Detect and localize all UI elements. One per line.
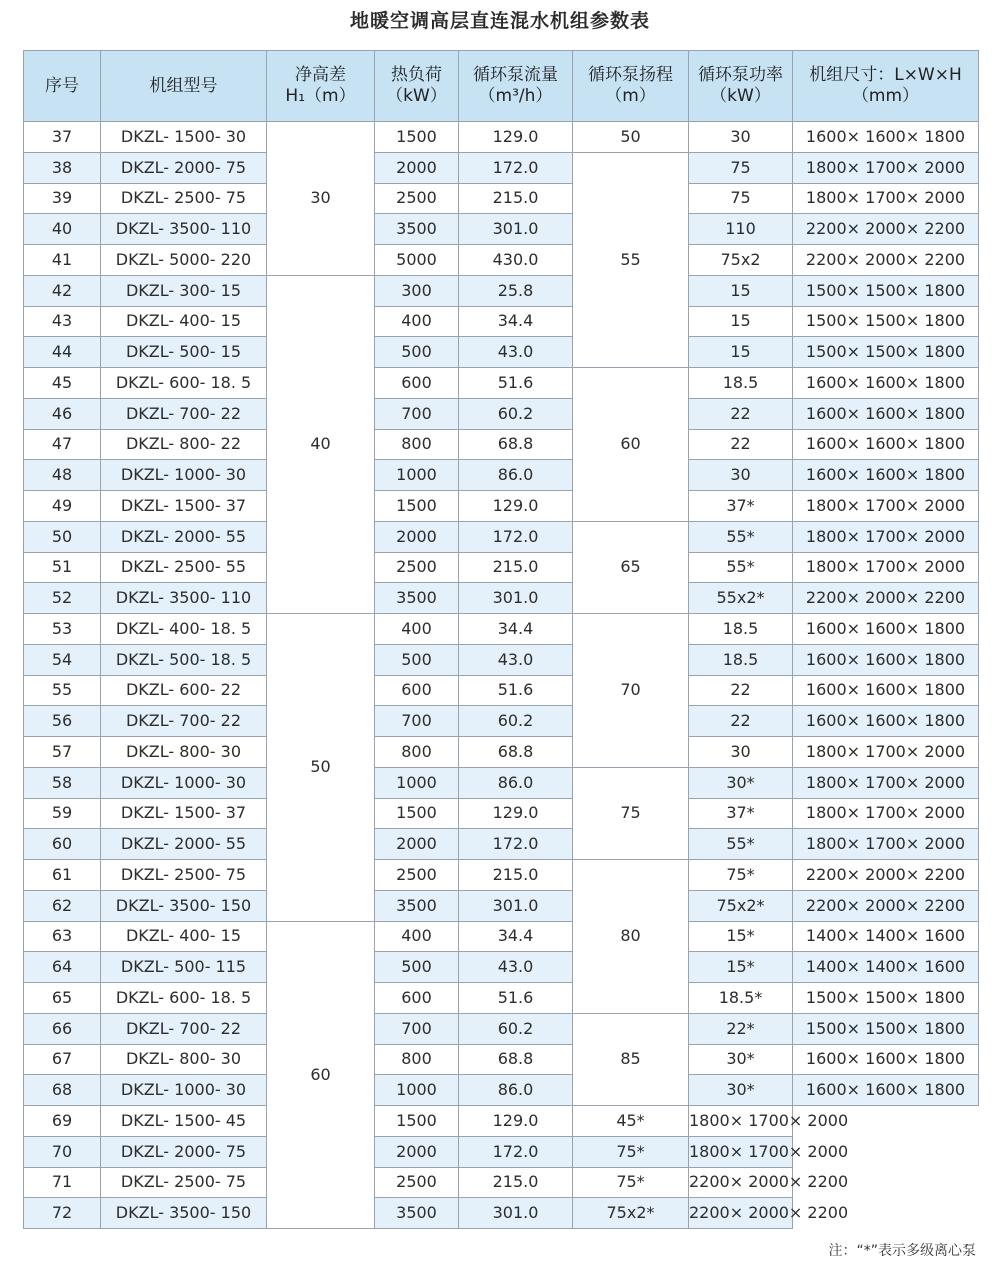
cell-load: 1000 [375,767,459,798]
cell-load: 2500 [375,860,459,891]
cell-load: 2500 [375,552,459,583]
cell-no: 72 [24,1198,101,1229]
cell-power: 55* [689,829,793,860]
cell-load: 2000 [375,521,459,552]
header-height: 净高差 H₁（m） [267,51,375,122]
cell-model: DKZL- 400- 18. 5 [101,614,267,645]
cell-size: 1500× 1500× 1800 [793,983,979,1014]
cell-load: 400 [375,306,459,337]
cell-size: 1400× 1400× 1600 [793,921,979,952]
cell-load: 2500 [375,1167,459,1198]
cell-size: 2200× 2000× 2200 [793,214,979,245]
cell-flow: 34.4 [459,306,573,337]
cell-size: 1800× 1700× 2000 [793,798,979,829]
cell-flow: 215.0 [459,860,573,891]
cell-no: 48 [24,460,101,491]
cell-size: 2200× 2000× 2200 [793,245,979,276]
cell-power: 75 [689,152,793,183]
cell-model: DKZL- 2000- 55 [101,829,267,860]
cell-head: 85 [573,1013,689,1105]
cell-flow: 215.0 [459,1167,573,1198]
cell-load: 600 [375,983,459,1014]
cell-load: 800 [375,429,459,460]
cell-power: 75* [689,860,793,891]
cell-size: 1800× 1700× 2000 [793,491,979,522]
cell-power: 37* [689,798,793,829]
cell-no: 44 [24,337,101,368]
cell-power: 30* [689,1044,793,1075]
cell-power: 18.5 [689,368,793,399]
cell-size: 1800× 1700× 2000 [793,737,979,768]
table-row [24,860,979,891]
table-row [24,306,979,337]
cell-load: 3500 [375,1198,459,1229]
cell-power: 55x2* [689,583,793,614]
cell-no: 52 [24,583,101,614]
cell-load: 3500 [375,583,459,614]
cell-no: 55 [24,675,101,706]
cell-height: 30 [267,122,375,276]
table-row [24,1167,979,1198]
cell-no: 38 [24,152,101,183]
cell-model: DKZL- 3500- 150 [101,890,267,921]
cell-flow: 60.2 [459,706,573,737]
cell-no: 68 [24,1075,101,1106]
cell-flow: 43.0 [459,952,573,983]
cell-model: DKZL- 3500- 150 [101,1198,267,1229]
cell-power: 75* [573,1136,689,1167]
cell-model: DKZL- 3500- 110 [101,583,267,614]
table-row [24,460,979,491]
header-size: 机组尺寸：L×W×H （mm） [793,51,979,122]
cell-size: 2200× 2000× 2200 [689,1167,793,1198]
cell-size: 2200× 2000× 2200 [689,1198,793,1229]
cell-flow: 129.0 [459,491,573,522]
cell-size: 1800× 1700× 2000 [793,552,979,583]
cell-power: 15 [689,275,793,306]
cell-load: 1500 [375,798,459,829]
table-row [24,798,979,829]
cell-size: 1600× 1600× 1800 [793,122,979,153]
table-row [24,829,979,860]
table-row [24,614,979,645]
cell-no: 61 [24,860,101,891]
table-row [24,921,979,952]
cell-size: 1500× 1500× 1800 [793,1013,979,1044]
table-row [24,767,979,798]
table-row [24,398,979,429]
cell-no: 59 [24,798,101,829]
cell-no: 42 [24,275,101,306]
table-row [24,552,979,583]
cell-no: 66 [24,1013,101,1044]
cell-load: 1000 [375,1075,459,1106]
cell-flow: 215.0 [459,552,573,583]
cell-no: 54 [24,644,101,675]
cell-model: DKZL- 1500- 45 [101,1106,267,1137]
cell-no: 57 [24,737,101,768]
cell-model: DKZL- 500- 15 [101,337,267,368]
header-power: 循环泵功率 （kW） [689,51,793,122]
cell-load: 2000 [375,152,459,183]
cell-model: DKZL- 1500- 37 [101,798,267,829]
cell-load: 400 [375,921,459,952]
cell-size: 2200× 2000× 2200 [793,890,979,921]
cell-flow: 51.6 [459,983,573,1014]
cell-load: 5000 [375,245,459,276]
cell-power: 55* [689,521,793,552]
cell-power: 75* [573,1167,689,1198]
cell-flow: 430.0 [459,245,573,276]
cell-power: 22 [689,675,793,706]
cell-flow: 301.0 [459,890,573,921]
table-row [24,368,979,399]
cell-head: 75 [573,767,689,859]
cell-model: DKZL- 700- 22 [101,1013,267,1044]
cell-power: 15* [689,921,793,952]
cell-flow: 172.0 [459,829,573,860]
cell-power: 55* [689,552,793,583]
cell-model: DKZL- 800- 30 [101,737,267,768]
cell-flow: 43.0 [459,644,573,675]
cell-model: DKZL- 2500- 75 [101,860,267,891]
table-row [24,122,979,153]
cell-size: 1600× 1600× 1800 [793,614,979,645]
cell-size: 1600× 1600× 1800 [793,429,979,460]
cell-model: DKZL- 600- 18. 5 [101,368,267,399]
cell-model: DKZL- 1500- 30 [101,122,267,153]
table-row [24,952,979,983]
cell-no: 64 [24,952,101,983]
cell-power: 30* [689,1075,793,1106]
cell-flow: 60.2 [459,1013,573,1044]
cell-power: 75 [689,183,793,214]
table-row [24,491,979,522]
cell-load: 700 [375,706,459,737]
cell-power: 15* [689,952,793,983]
cell-flow: 60.2 [459,398,573,429]
cell-no: 41 [24,245,101,276]
cell-model: DKZL- 2500- 75 [101,183,267,214]
cell-flow: 25.8 [459,275,573,306]
table-row [24,1198,979,1229]
cell-power: 22 [689,429,793,460]
header-load: 热负荷 （kW） [375,51,459,122]
cell-load: 1500 [375,122,459,153]
cell-power: 75x2 [689,245,793,276]
cell-no: 51 [24,552,101,583]
cell-flow: 86.0 [459,460,573,491]
cell-size: 1800× 1700× 2000 [689,1136,793,1167]
table-row [24,1013,979,1044]
cell-no: 50 [24,521,101,552]
cell-model: DKZL- 400- 15 [101,306,267,337]
cell-power: 18.5 [689,644,793,675]
cell-power: 45* [573,1106,689,1137]
page-title: 地暖空调高层直连混水机组参数表 [349,10,650,32]
table-row [24,183,979,214]
cell-head: 65 [573,521,689,613]
cell-height: 40 [267,275,375,613]
cell-flow: 43.0 [459,337,573,368]
cell-no: 39 [24,183,101,214]
cell-size: 1500× 1500× 1800 [793,275,979,306]
table-row [24,521,979,552]
cell-power: 18.5* [689,983,793,1014]
table-row [24,429,979,460]
cell-model: DKZL- 2000- 75 [101,152,267,183]
cell-no: 37 [24,122,101,153]
cell-no: 46 [24,398,101,429]
cell-flow: 34.4 [459,921,573,952]
cell-model: DKZL- 2500- 55 [101,552,267,583]
cell-load: 400 [375,614,459,645]
cell-load: 500 [375,952,459,983]
cell-size: 1400× 1400× 1600 [793,952,979,983]
cell-model: DKZL- 2000- 75 [101,1136,267,1167]
cell-model: DKZL- 2000- 55 [101,521,267,552]
footnote: 注：“*”表示多级离心泵 [828,1243,976,1259]
cell-size: 1500× 1500× 1800 [793,337,979,368]
table-body [24,122,979,1229]
cell-size: 1600× 1600× 1800 [793,460,979,491]
cell-power: 30 [689,122,793,153]
cell-model: DKZL- 700- 22 [101,706,267,737]
cell-load: 2500 [375,183,459,214]
cell-no: 49 [24,491,101,522]
table-row [24,214,979,245]
cell-load: 500 [375,644,459,675]
cell-power: 110 [689,214,793,245]
cell-height: 60 [267,921,375,1229]
cell-load: 300 [375,275,459,306]
cell-no: 67 [24,1044,101,1075]
cell-power: 18.5 [689,614,793,645]
table-row [24,1044,979,1075]
cell-no: 69 [24,1106,101,1137]
cell-power: 22 [689,706,793,737]
table-row [24,675,979,706]
cell-model: DKZL- 300- 15 [101,275,267,306]
cell-flow: 129.0 [459,122,573,153]
cell-no: 65 [24,983,101,1014]
cell-flow: 68.8 [459,1044,573,1075]
cell-flow: 86.0 [459,1075,573,1106]
cell-load: 1000 [375,460,459,491]
cell-size: 1800× 1700× 2000 [793,767,979,798]
cell-model: DKZL- 600- 22 [101,675,267,706]
cell-power: 22* [689,1013,793,1044]
cell-size: 2200× 2000× 2200 [793,583,979,614]
cell-load: 600 [375,368,459,399]
parameter-table [23,50,979,1229]
cell-head: 80 [573,860,689,1014]
cell-no: 71 [24,1167,101,1198]
cell-model: DKZL- 1000- 30 [101,460,267,491]
header-head: 循环泵扬程 （m） [573,51,689,122]
table-row [24,337,979,368]
cell-no: 63 [24,921,101,952]
cell-model: DKZL- 600- 18. 5 [101,983,267,1014]
cell-size: 1600× 1600× 1800 [793,644,979,675]
cell-no: 60 [24,829,101,860]
cell-model: DKZL- 2500- 75 [101,1167,267,1198]
cell-size: 1800× 1700× 2000 [793,152,979,183]
table-row [24,737,979,768]
cell-head: 55 [573,152,689,367]
cell-flow: 301.0 [459,583,573,614]
cell-load: 3500 [375,214,459,245]
cell-flow: 172.0 [459,1136,573,1167]
cell-flow: 51.6 [459,675,573,706]
cell-power: 37* [689,491,793,522]
cell-height: 50 [267,614,375,922]
cell-size: 1600× 1600× 1800 [793,706,979,737]
cell-load: 800 [375,737,459,768]
table-row [24,583,979,614]
cell-model: DKZL- 1500- 37 [101,491,267,522]
cell-flow: 68.8 [459,737,573,768]
cell-head: 50 [573,122,689,153]
table-row [24,245,979,276]
cell-size: 1800× 1700× 2000 [793,183,979,214]
cell-power: 75x2* [689,890,793,921]
cell-power: 75x2* [573,1198,689,1229]
cell-size: 1600× 1600× 1800 [793,1044,979,1075]
cell-load: 2000 [375,1136,459,1167]
cell-flow: 172.0 [459,152,573,183]
cell-power: 30* [689,767,793,798]
table-row [24,152,979,183]
cell-size: 1600× 1600× 1800 [793,675,979,706]
cell-no: 62 [24,890,101,921]
cell-flow: 129.0 [459,1106,573,1137]
header-row [24,51,979,122]
cell-load: 1500 [375,1106,459,1137]
cell-model: DKZL- 800- 30 [101,1044,267,1075]
cell-no: 43 [24,306,101,337]
cell-flow: 34.4 [459,614,573,645]
cell-load: 800 [375,1044,459,1075]
cell-no: 53 [24,614,101,645]
table-row [24,1075,979,1106]
cell-power: 30 [689,460,793,491]
cell-no: 56 [24,706,101,737]
cell-model: DKZL- 5000- 220 [101,245,267,276]
cell-flow: 68.8 [459,429,573,460]
cell-load: 3500 [375,890,459,921]
cell-model: DKZL- 1000- 30 [101,1075,267,1106]
table-row [24,890,979,921]
cell-model: DKZL- 1000- 30 [101,767,267,798]
table-row [24,1136,979,1167]
cell-flow: 51.6 [459,368,573,399]
cell-no: 40 [24,214,101,245]
cell-flow: 301.0 [459,1198,573,1229]
cell-flow: 86.0 [459,767,573,798]
cell-flow: 215.0 [459,183,573,214]
cell-power: 22 [689,398,793,429]
cell-model: DKZL- 500- 115 [101,952,267,983]
cell-load: 700 [375,398,459,429]
cell-model: DKZL- 500- 18. 5 [101,644,267,675]
cell-size: 1800× 1700× 2000 [689,1106,793,1137]
cell-model: DKZL- 3500- 110 [101,214,267,245]
cell-flow: 129.0 [459,798,573,829]
cell-power: 15 [689,337,793,368]
cell-size: 1800× 1700× 2000 [793,521,979,552]
cell-no: 58 [24,767,101,798]
cell-model: DKZL- 400- 15 [101,921,267,952]
table-row [24,983,979,1014]
cell-load: 700 [375,1013,459,1044]
cell-no: 47 [24,429,101,460]
cell-size: 1600× 1600× 1800 [793,398,979,429]
header-model: 机组型号 [101,51,267,122]
table-row [24,706,979,737]
table-row [24,275,979,306]
cell-no: 70 [24,1136,101,1167]
table-row [24,1106,979,1137]
cell-load: 500 [375,337,459,368]
cell-load: 1500 [375,491,459,522]
cell-power: 30 [689,737,793,768]
cell-flow: 172.0 [459,521,573,552]
cell-model: DKZL- 700- 22 [101,398,267,429]
cell-load: 600 [375,675,459,706]
cell-no: 45 [24,368,101,399]
cell-head: 70 [573,614,689,768]
table-row [24,644,979,675]
cell-load: 2000 [375,829,459,860]
cell-head: 60 [573,368,689,522]
cell-size: 1600× 1600× 1800 [793,1075,979,1106]
cell-size: 1500× 1500× 1800 [793,306,979,337]
cell-flow: 301.0 [459,214,573,245]
cell-model: DKZL- 800- 22 [101,429,267,460]
cell-size: 2200× 2000× 2200 [793,860,979,891]
header-no: 序号 [24,51,101,122]
cell-size: 1600× 1600× 1800 [793,368,979,399]
cell-size: 1800× 1700× 2000 [793,829,979,860]
cell-power: 15 [689,306,793,337]
header-flow: 循环泵流量 （m³/h） [459,51,573,122]
